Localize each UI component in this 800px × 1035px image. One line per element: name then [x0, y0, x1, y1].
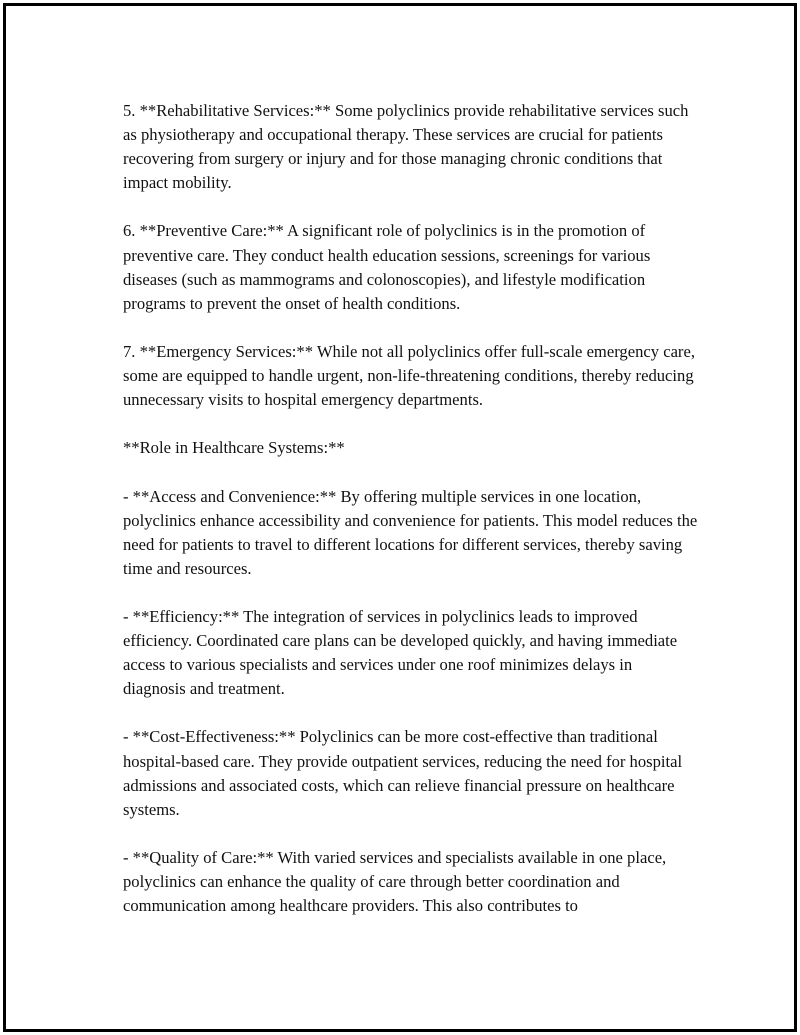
paragraph-emergency-services: 7. **Emergency Services:** While not all polyclinics offer full-scale emergency care, some are equipped to handle urgent, non-life-threatening conditions, thereby reducing unnecessary visits to hospital emergency departments. [123, 341, 695, 410]
section-heading-role-in-healthcare: **Role in Healthcare Systems:** [123, 438, 345, 458]
page-frame [3, 3, 797, 1032]
paragraph-access-convenience: - **Access and Convenience:** By offering multiple services in one location, polyclinics enhance accessibility and convenience for patients. This model reduces the need for patients to travel to different locations for different services, thereby saving time and resources. [123, 486, 698, 578]
paragraph-efficiency: - **Efficiency:** The integration of services in polyclinics leads to improved efficiency. Coordinated care plans can be developed quickly, and having immediate access to various specialists and services under one roof minimizes delays in diagnosis and treatment. [123, 606, 678, 699]
paragraph-rehabilitative-services: 5. **Rehabilitative Services:** Some polyclinics provide rehabilitative services such as physiotherapy and occupational therapy. These services are crucial for patients recovering from surgery or injury and for those managing chronic conditions that impact mobility. [123, 101, 689, 193]
document-body [123, 99, 698, 942]
paragraph-quality-of-care: - **Quality of Care:** With varied services and specialists available in one place, polyclinics can enhance the quality of care through better coordination and communication among healthcare providers. This also contributes to [123, 847, 667, 916]
paragraph-preventive-care: 6. **Preventive Care:** A significant role of polyclinics is in the promotion of preventive care. They conduct health education sessions, screenings for various diseases (such as mammograms and colonoscopies), and lifestyle modification programs to prevent the onset of health conditions. [123, 221, 651, 313]
paragraph-cost-effectiveness: - **Cost-Effectiveness:** Polyclinics can be more cost-effective than traditional hospital-based care. They provide outpatient services, reducing the need for hospital admissions and associated costs, which can relieve financial pressure on healthcare systems. [123, 727, 683, 819]
